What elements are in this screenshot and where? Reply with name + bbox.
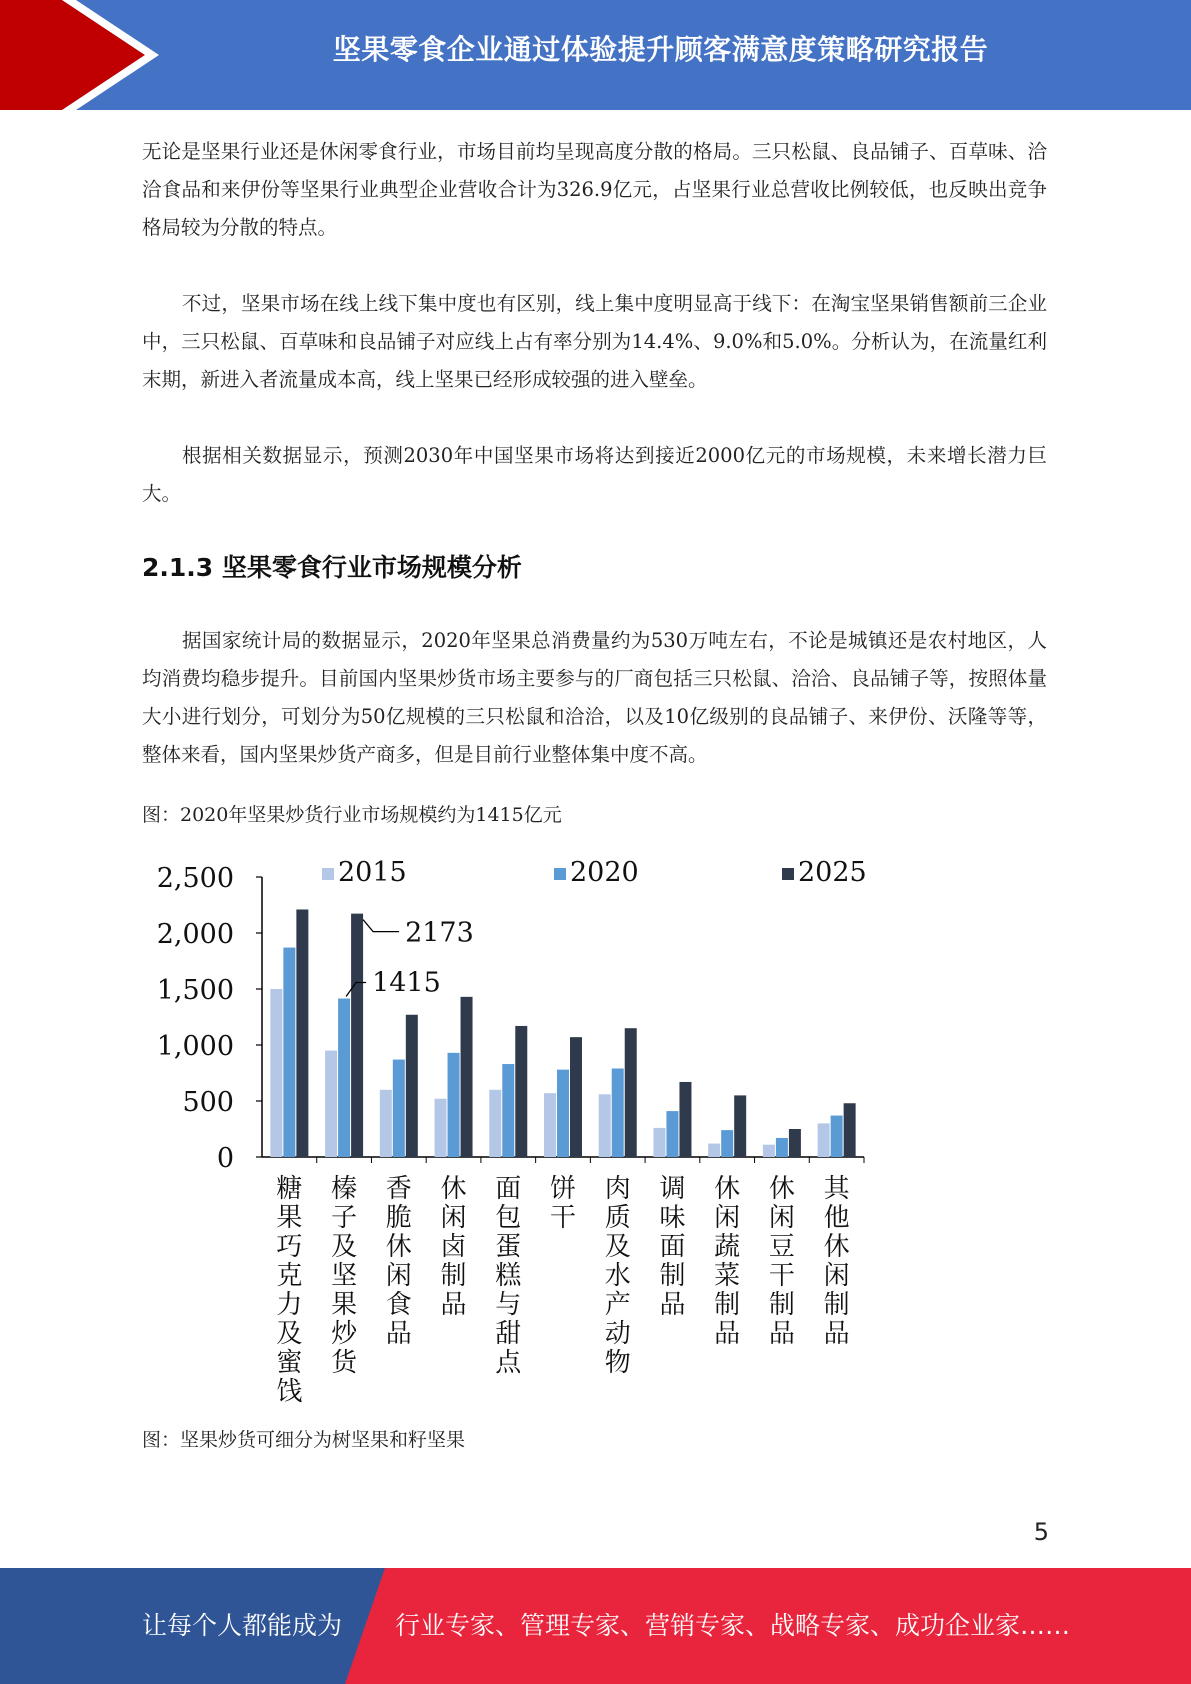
bar-2015 [380,1090,392,1157]
bar-2020 [776,1138,788,1157]
bar-2015 [544,1093,556,1157]
report-title: 坚果零食企业通过体验提升顾客满意度策略研究报告 [332,33,989,66]
bar-chart-svg [142,845,902,1425]
next-figure-caption: 图：坚果炒货可细分为树坚果和籽坚果 [142,1429,466,1451]
header-chevron-icon [0,0,160,110]
market-size-chart [142,845,902,1425]
x-tick-label: 休闲豆干制品 [768,1174,795,1349]
annotation-label: 2173 [405,917,474,949]
x-tick-label: 糖果巧克力及蜜饯 [276,1174,303,1407]
section-heading: 2.1.3 坚果零食行业市场规模分析 [142,553,522,582]
bar-2015 [708,1144,720,1157]
legend-label: 2025 [798,857,867,888]
legend-swatch-2020 [554,868,566,880]
bar-2020 [721,1130,733,1157]
bar-2020 [666,1111,678,1157]
section-paragraph: 据国家统计局的数据显示，2020年坚果总消费量约为530万吨左右，不论是城镇还是农村地区，人均消费均稳步提升。目前国内坚果炒货市场主要参与的厂商包括三只松鼠、洽洽、良品铺子等，按照体量大小进行划分，可划分为50亿规模的三只松鼠和洽洽，以及10亿级别的良品铺子、来伊份、沃隆等等，整体来看，国内坚果炒货产商多，但是目前行业整体集中度不高。 [142,629,1047,766]
bar-2025 [570,1037,582,1157]
x-tick-label: 面包蛋糕与甜点 [495,1174,522,1378]
legend-swatch-2015 [322,868,334,880]
y-tick-label: 2,000 [156,919,234,950]
bar-2025 [296,909,308,1157]
footer-slogan-right: 行业专家、管理专家、营销专家、战略专家、成功企业家…… [395,1611,1071,1640]
bar-2015 [763,1145,775,1157]
y-tick-label: 2,500 [156,863,234,894]
bar-2020 [612,1069,624,1157]
bar-2025 [679,1082,691,1157]
x-tick-label: 榛子及坚果炒货 [331,1174,358,1378]
legend-swatch-2025 [782,868,794,880]
bar-2025 [734,1095,746,1157]
chart-caption: 图：2020年坚果炒货行业市场规模约为1415亿元 [142,804,562,826]
bar-2020 [448,1053,460,1157]
paragraph-3: 根据相关数据显示，预测2030年中国坚果市场将达到接近2000亿元的市场规模，未来增长潜力巨大。 [142,444,1047,505]
bar-2025 [461,997,473,1157]
bar-2025 [625,1028,637,1157]
legend-label: 2015 [338,857,407,888]
x-tick-label: 香脆休闲食品 [385,1174,412,1349]
bar-2025 [789,1129,801,1157]
x-tick-label: 休闲蔬菜制品 [714,1174,741,1349]
bar-2015 [489,1090,501,1157]
annotation-label: 1415 [372,967,441,999]
bar-2020 [831,1116,843,1157]
bar-2025 [351,914,363,1157]
bar-2015 [325,1051,337,1157]
bar-2020 [557,1070,569,1157]
y-tick-label: 1,500 [156,975,234,1006]
bar-2015 [599,1094,611,1157]
bar-2020 [338,999,350,1157]
paragraph-2: 不过，坚果市场在线上线下集中度也有区别，线上集中度明显高于线下：在淘宝坚果销售额前三企业中，三只松鼠、百草味和良品铺子对应线上占有率分别为14.4%、9.0%和5.0%。分析认为，在流量红利末期，新进入者流量成本高，线上坚果已经形成较强的进入壁垒。 [142,292,1047,391]
x-tick-label: 休闲卤制品 [440,1174,467,1320]
page-number: 5 [1033,1518,1049,1546]
footer-slogan-left: 让每个人都能成为 [142,1611,343,1640]
x-tick-label: 肉质及水产动物 [604,1174,631,1378]
bar-2020 [502,1064,514,1157]
y-tick-label: 1,000 [156,1031,234,1062]
x-tick-label: 其他休闲制品 [823,1174,850,1349]
bar-2015 [818,1123,830,1157]
bar-2020 [393,1060,405,1157]
annotation-leader [363,920,399,932]
bar-2015 [653,1128,665,1157]
bar-2020 [283,948,295,1157]
bar-2025 [515,1026,527,1157]
legend-label: 2020 [570,857,639,888]
bar-2015 [270,989,282,1157]
page-footer [0,1568,1191,1684]
bar-2025 [406,1015,418,1157]
bar-2015 [435,1099,447,1157]
y-tick-label: 0 [216,1143,234,1174]
x-tick-label: 调味面制品 [659,1174,686,1320]
page-header [0,0,1191,110]
bar-2025 [844,1103,856,1157]
x-tick-label: 饼干 [549,1174,577,1233]
paragraph-1: 无论是坚果行业还是休闲零食行业，市场目前均呈现高度分散的格局。三只松鼠、良品铺子、百草味、洽洽食品和来伊份等坚果行业典型企业营收合计为326.9亿元，占坚果行业总营收比例较低，也反映出竞争格局较为分散的特点。 [142,140,1047,239]
y-tick-label: 500 [182,1087,234,1118]
